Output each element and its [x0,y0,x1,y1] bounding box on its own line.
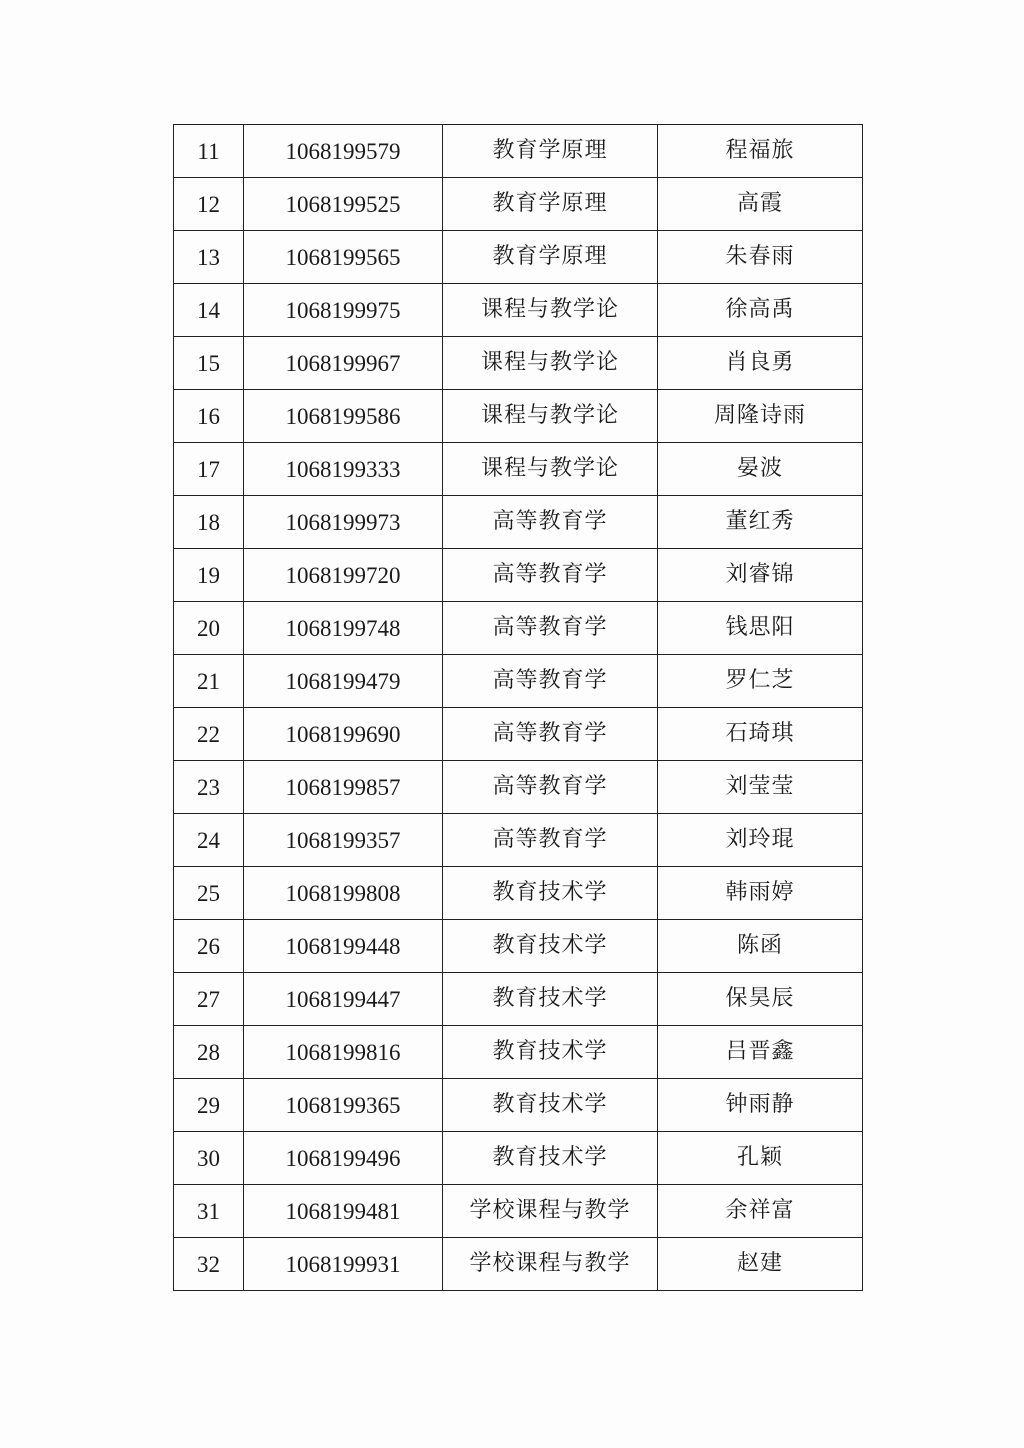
row-index: 25 [174,867,244,920]
row-index: 31 [174,1185,244,1238]
student-name: 石琦琪 [658,708,863,761]
major: 教育技术学 [443,1079,658,1132]
student-name: 罗仁芝 [658,655,863,708]
student-name: 周隆诗雨 [658,390,863,443]
table-row [174,655,863,708]
row-index: 27 [174,973,244,1026]
table-row [174,125,863,178]
student-code: 1068199720 [244,549,443,602]
row-index: 21 [174,655,244,708]
table-row [174,231,863,284]
student-name: 余祥富 [658,1185,863,1238]
student-name: 韩雨婷 [658,867,863,920]
student-code: 1068199496 [244,1132,443,1185]
table-row [174,390,863,443]
student-code: 1068199448 [244,920,443,973]
student-name: 董红秀 [658,496,863,549]
row-index: 26 [174,920,244,973]
row-index: 24 [174,814,244,867]
major: 教育学原理 [443,231,658,284]
row-index: 12 [174,178,244,231]
student-name: 刘玲琨 [658,814,863,867]
major: 高等教育学 [443,814,658,867]
student-name: 钱思阳 [658,602,863,655]
major: 学校课程与教学 [443,1238,658,1291]
row-index: 20 [174,602,244,655]
student-code: 1068199479 [244,655,443,708]
row-index: 11 [174,125,244,178]
major: 课程与教学论 [443,284,658,337]
row-index: 22 [174,708,244,761]
table-body [174,125,863,1291]
major: 高等教育学 [443,602,658,655]
table-row [174,284,863,337]
table-row [174,1238,863,1291]
row-index: 16 [174,390,244,443]
table-row [174,920,863,973]
student-name: 朱春雨 [658,231,863,284]
row-index: 23 [174,761,244,814]
student-name: 吕晋鑫 [658,1026,863,1079]
student-name: 赵建 [658,1238,863,1291]
student-name: 钟雨静 [658,1079,863,1132]
row-index: 17 [174,443,244,496]
table-row [174,549,863,602]
student-code: 1068199748 [244,602,443,655]
student-code: 1068199975 [244,284,443,337]
row-index: 29 [174,1079,244,1132]
student-code: 1068199586 [244,390,443,443]
major: 课程与教学论 [443,390,658,443]
table-row [174,973,863,1026]
student-name: 徐高禹 [658,284,863,337]
student-code: 1068199365 [244,1079,443,1132]
table-row [174,337,863,390]
student-code: 1068199447 [244,973,443,1026]
major: 教育技术学 [443,973,658,1026]
student-name: 保昊辰 [658,973,863,1026]
major: 教育技术学 [443,1026,658,1079]
major: 高等教育学 [443,496,658,549]
student-name: 刘睿锦 [658,549,863,602]
student-list-table [173,124,863,1291]
student-name: 肖良勇 [658,337,863,390]
student-name: 高霞 [658,178,863,231]
student-name: 陈函 [658,920,863,973]
student-code: 1068199690 [244,708,443,761]
major: 教育技术学 [443,867,658,920]
student-name: 晏波 [658,443,863,496]
table-row [174,1079,863,1132]
table-row [174,761,863,814]
student-code: 1068199357 [244,814,443,867]
student-code: 1068199525 [244,178,443,231]
table-row [174,178,863,231]
table-row [174,708,863,761]
row-index: 28 [174,1026,244,1079]
row-index: 19 [174,549,244,602]
student-code: 1068199579 [244,125,443,178]
student-name: 程福旅 [658,125,863,178]
student-code: 1068199967 [244,337,443,390]
row-index: 18 [174,496,244,549]
major: 教育技术学 [443,920,658,973]
row-index: 30 [174,1132,244,1185]
row-index: 15 [174,337,244,390]
student-code: 1068199857 [244,761,443,814]
row-index: 32 [174,1238,244,1291]
table-row [174,1026,863,1079]
student-name: 刘莹莹 [658,761,863,814]
student-code: 1068199816 [244,1026,443,1079]
major: 高等教育学 [443,549,658,602]
student-code: 1068199333 [244,443,443,496]
student-code: 1068199565 [244,231,443,284]
major: 教育学原理 [443,178,658,231]
student-name: 孔颖 [658,1132,863,1185]
table-row [174,867,863,920]
table-row [174,814,863,867]
major: 课程与教学论 [443,337,658,390]
major: 高等教育学 [443,761,658,814]
major: 教育技术学 [443,1132,658,1185]
major: 学校课程与教学 [443,1185,658,1238]
major: 课程与教学论 [443,443,658,496]
student-code: 1068199931 [244,1238,443,1291]
table-row [174,1185,863,1238]
major: 教育学原理 [443,125,658,178]
table-row [174,1132,863,1185]
student-code: 1068199973 [244,496,443,549]
major: 高等教育学 [443,655,658,708]
table-row [174,602,863,655]
row-index: 14 [174,284,244,337]
table-row [174,496,863,549]
major: 高等教育学 [443,708,658,761]
student-code: 1068199808 [244,867,443,920]
row-index: 13 [174,231,244,284]
student-code: 1068199481 [244,1185,443,1238]
table-row [174,443,863,496]
